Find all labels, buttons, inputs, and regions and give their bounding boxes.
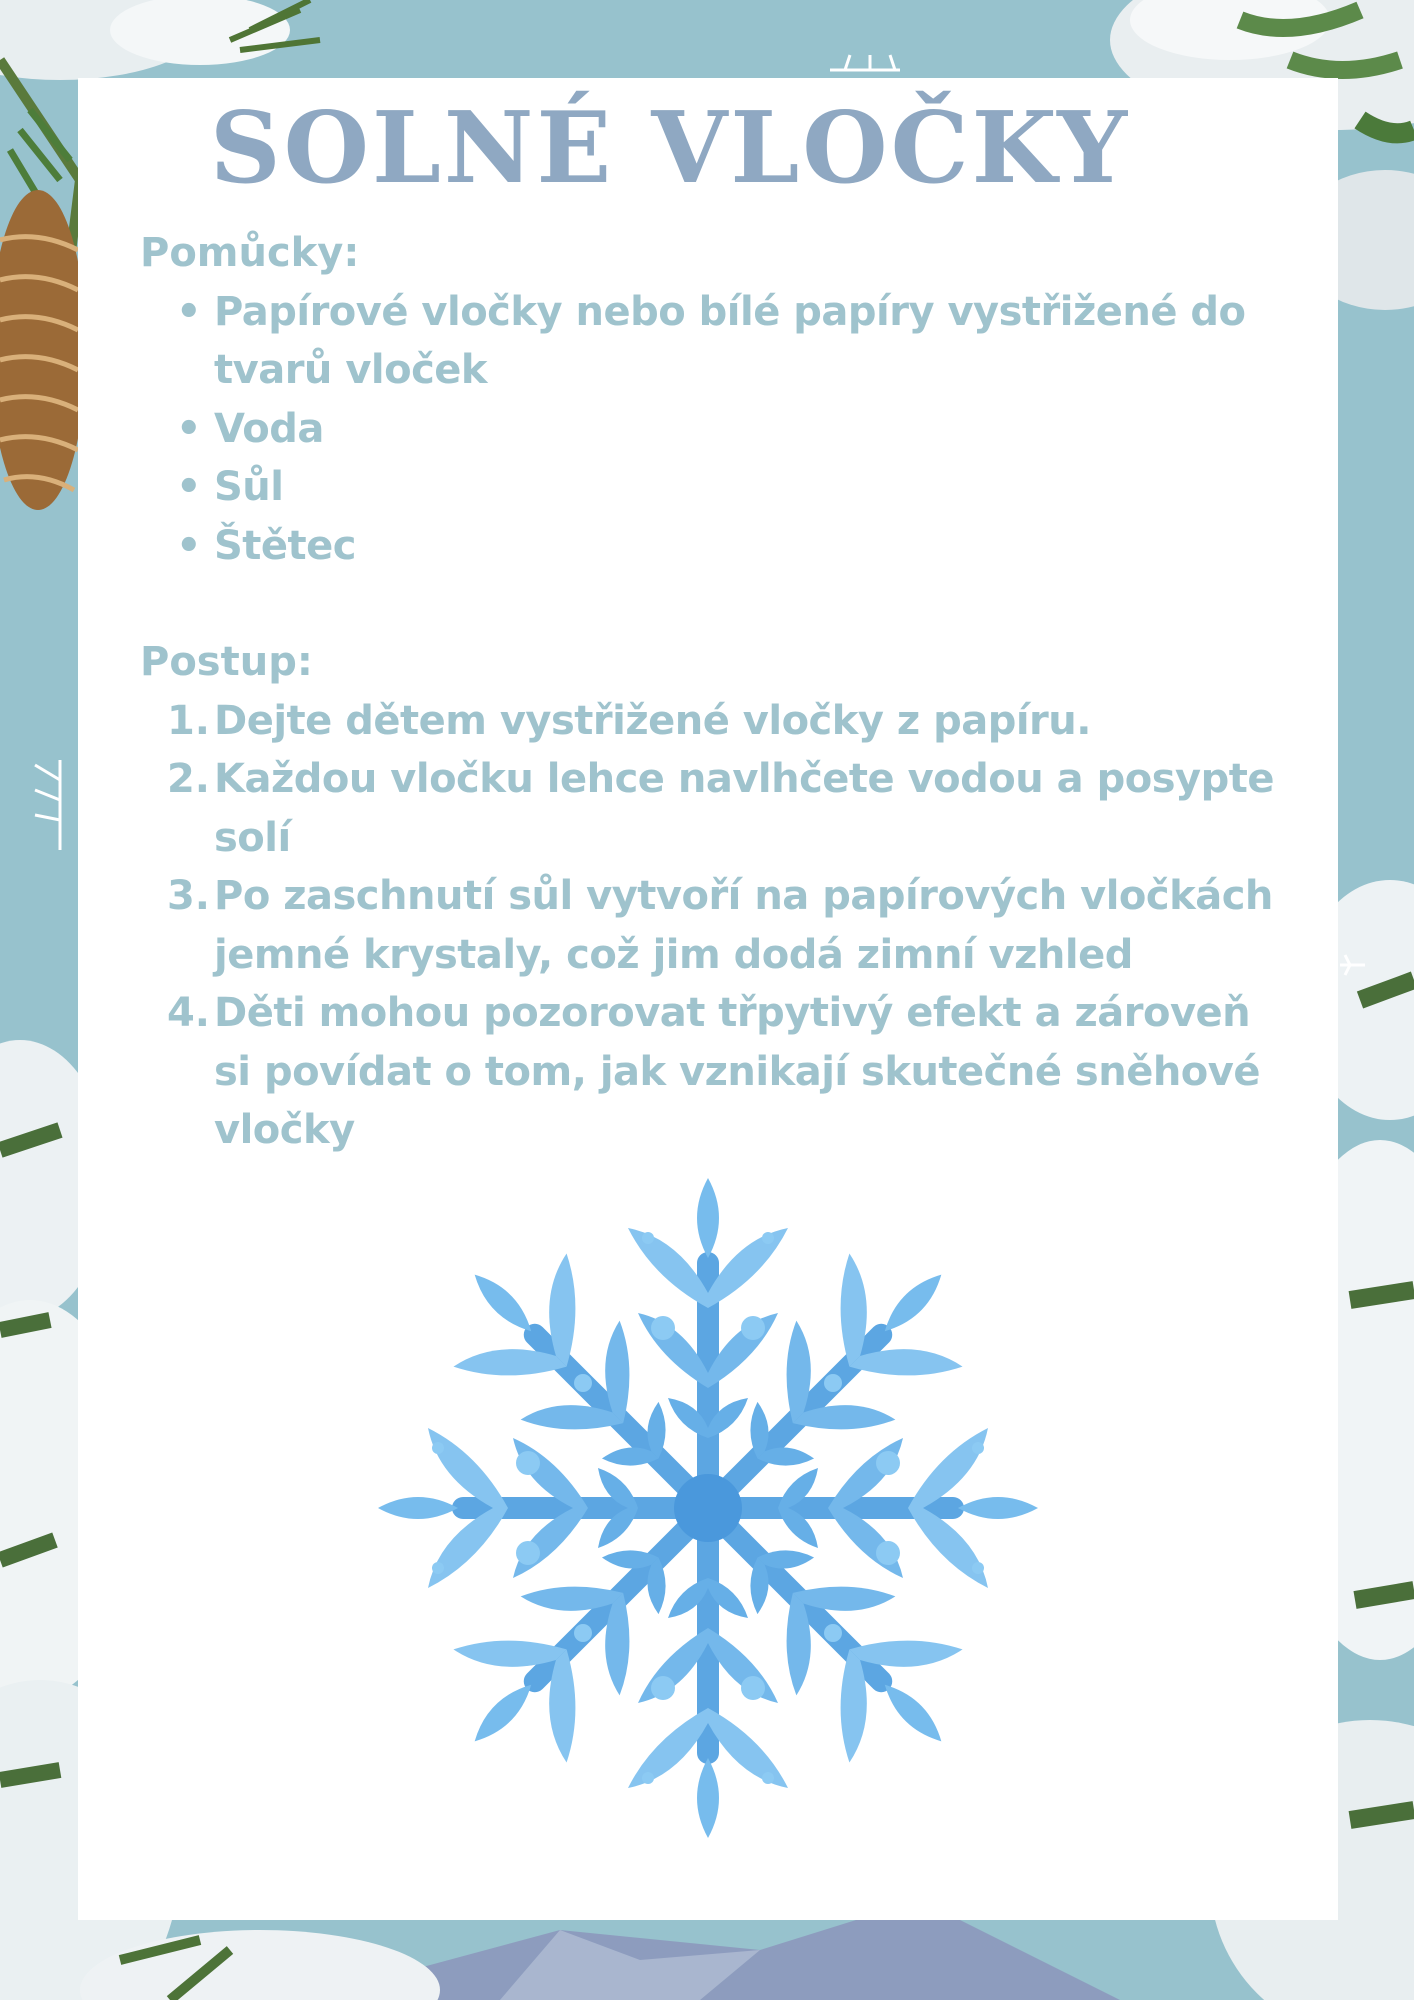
step-text: Každou vločku lehce navlhčete vodou a posypte solí — [214, 756, 1274, 861]
instructions-content — [140, 224, 1300, 1160]
step-text: Po zaschnutí sůl vytvoří na papírových vločkách jemné krystaly, což jim dodá zimní vzhled — [214, 873, 1273, 978]
list-item — [140, 517, 1300, 576]
page-title: SOLNÉ VLOČKY — [209, 91, 1131, 206]
tool-item-text: Štětec — [214, 522, 357, 569]
steps-heading: Postup: — [140, 639, 313, 685]
list-item — [140, 984, 1300, 1160]
tool-item-text: Sůl — [214, 464, 284, 510]
list-item — [140, 458, 1300, 517]
bullet-icon: • — [176, 522, 202, 569]
step-number: 2. — [166, 756, 210, 802]
step-number: 4. — [166, 990, 210, 1036]
step-text: Dejte dětem vystřižené vločky z papíru. — [214, 697, 1091, 744]
list-item — [140, 400, 1300, 459]
watercolor-snowflake-icon — [378, 1178, 1038, 1838]
list-item — [140, 283, 1300, 400]
step-text: Děti mohou pozorovat třpytivý efekt a zároveň si povídat o tom, jak vznikají skutečné sněhové vločky — [214, 990, 1260, 1153]
tool-item-text: Voda — [214, 405, 324, 452]
step-number: 1. — [166, 697, 210, 744]
bullet-icon: • — [176, 405, 202, 452]
tools-list — [140, 283, 1300, 576]
steps-list — [140, 692, 1300, 1160]
bullet-icon: • — [176, 288, 202, 335]
tools-heading: Pomůcky: — [140, 230, 360, 276]
list-item — [140, 867, 1300, 984]
bullet-icon: • — [176, 464, 202, 510]
step-number: 3. — [166, 873, 210, 919]
section-spacer — [140, 575, 1300, 633]
tool-item-text: Papírové vločky nebo bílé papíry vystřižené do tvarů vloček — [214, 288, 1246, 393]
list-item — [140, 692, 1300, 751]
list-item — [140, 750, 1300, 867]
